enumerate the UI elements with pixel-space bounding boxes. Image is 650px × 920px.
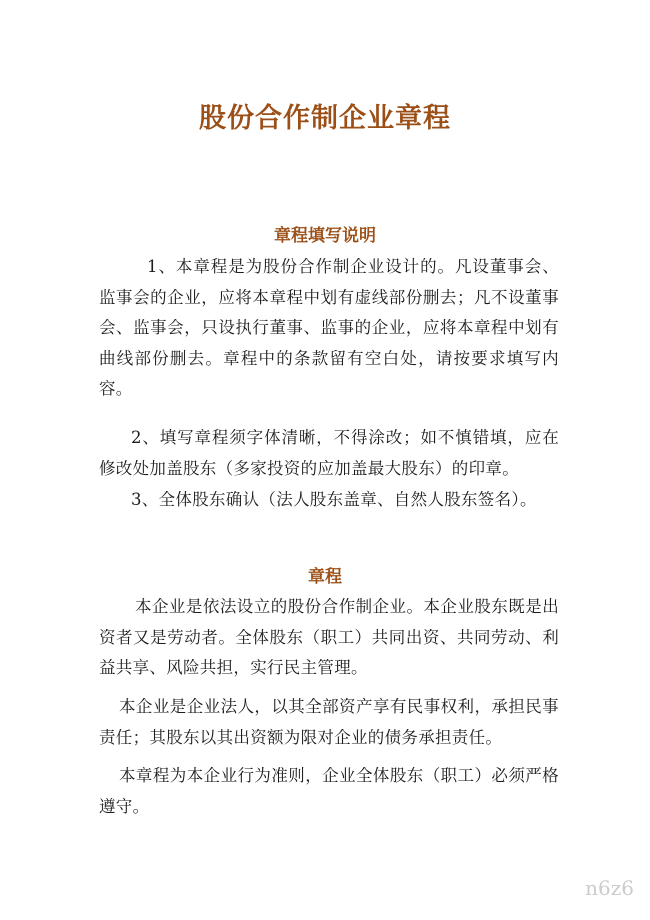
charter-paragraph-1: 本企业是依法设立的股份合作制企业。本企业股东既是出资者又是劳动者。全体股东（职工）共同出资、共同劳动、利益共享、风险共担，实行民主管理。 xyxy=(99,597,559,677)
page-title: 股份合作制企业章程 xyxy=(199,103,451,134)
charter-heading: 章程 xyxy=(308,567,342,587)
instructions-paragraph-3: 3、全体股东确认（法人股东盖章、自然人股东签名）。 xyxy=(131,490,537,509)
charter-paragraph-2: 本企业是企业法人，以其全部资产享有民事权利，承担民事责任；其股东以其出资额为限对企业的债务承担责任。 xyxy=(99,697,559,747)
instructions-paragraph-2: 2、填写章程须字体清晰，不得涂改；如不慎错填，应在修改处加盖股东（多家投资的应加盖最大股东）的印章。 xyxy=(99,428,559,478)
charter-paragraph-3: 本章程为本企业行为准则，企业全体股东（职工）必须严格遵守。 xyxy=(99,766,559,816)
instructions-heading: 章程填写说明 xyxy=(274,226,376,246)
watermark: n6z6 xyxy=(585,876,634,900)
instructions-paragraph-1: 1、本章程是为股份合作制企业设计的。凡设董事会、监事会的企业，应将本章程中划有虚线部份删去；凡不设董事会、监事会，只设执行董事、监事的企业，应将本章程中划有曲线部份删去。章程中的条款留有空白处，请按要求填写内容。 xyxy=(99,257,559,398)
